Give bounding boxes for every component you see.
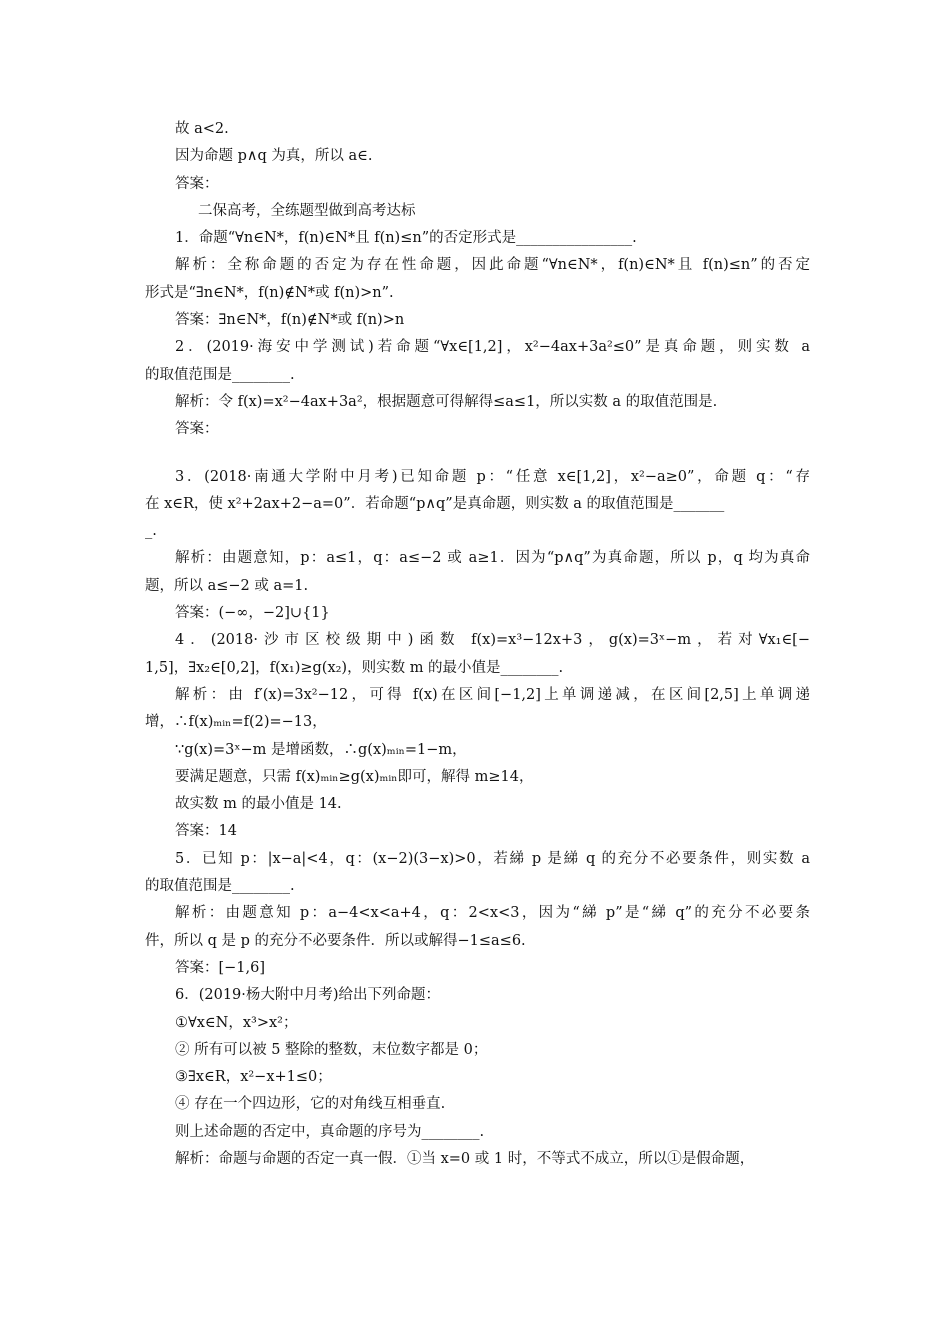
- question-1: 1．命题“∀n∈N*，f(n)∈N*且 f(n)≤n”的否定形式是________________.: [175, 230, 637, 247]
- question-4: 4．(2018·沙市区校级期中)函数 f(x)=x³−12x+3，g(x)=3ˣ−m，若对∀x₁∈[−: [175, 632, 810, 649]
- solution-text: 解析：由题意知 p：a−4<x<a+4，q：2<x<3，因为“綈 p”是“綈 q”的充分不必要条: [175, 905, 810, 922]
- proposition-1: ①∀x∈N，x³>x²；: [175, 1014, 298, 1031]
- solution-text: ∵g(x)=3ˣ−m 是增函数，∴g(x)ₘᵢₙ=1−m，: [175, 741, 467, 758]
- question-2-cont: 的取值范围是________.: [145, 366, 295, 383]
- question-3: 3．(2018·南通大学附中月考)已知命题 p：“任意 x∈[1,2]，x²−a≥0”，命题 q：“存: [175, 468, 810, 485]
- question-3-cont: _.: [145, 523, 157, 540]
- answer-text: 答案：[−1,6]: [175, 959, 266, 976]
- question-5-cont: 的取值范围是________.: [145, 878, 295, 895]
- section-heading: 二保高考，全练题型做到高考达标: [198, 202, 416, 219]
- solution-text: 故实数 m 的最小值是 14.: [175, 796, 342, 813]
- question-4-cont: 1,5]，∃x₂∈[0,2]，f(x₁)≥g(x₂)，则实数 m 的最小值是________.: [145, 659, 564, 676]
- solution-text: 形式是“∃n∈N*，f(n)∉N*或 f(n)>n”.: [145, 284, 394, 301]
- solution-text: 件，所以 q 是 p 的充分不必要条件．所以或解得−1≤a≤6.: [145, 932, 526, 949]
- question-2: 2．(2019·海安中学测试)若命题“∀x∈[1,2]，x²−4ax+3a²≤0”是真命题，则实数 a: [175, 339, 810, 356]
- question-3-cont: 在 x∈R，使 x²+2ax+2−a=0”．若命题“p∧q”是真命题，则实数 a 的取值范围是_______: [145, 495, 725, 512]
- solution-text: 题，所以 a≤−2 或 a=1.: [145, 577, 309, 594]
- proposition-3: ③∃x∈R，x²−x+1≤0；: [175, 1069, 332, 1086]
- answer-text: 答案：(−∞，−2]∪{1}: [175, 605, 330, 622]
- question-6: 6．(2019·杨大附中月考)给出下列命题：: [175, 987, 441, 1004]
- document-body: [145, 116, 810, 1173]
- answer-text: 答案：∃n∈N*，f(n)∉N*或 f(n)>n: [175, 312, 405, 329]
- solution-text: 解析：命题与命题的否定一真一假．①当 x=0 或 1 时，不等式不成立，所以①是假命题，: [175, 1150, 755, 1167]
- solution-text: 要满足题意，只需 f(x)ₘᵢₙ≥g(x)ₘᵢₙ即可，解得 m≥14，: [175, 768, 534, 785]
- question-5: 5．已知 p：|x−a|<4，q：(x−2)(3−x)>0，若綈 p 是綈 q 的充分不必要条件，则实数 a: [175, 850, 810, 867]
- question-6-prompt: 则上述命题的否定中，真命题的序号为________.: [175, 1123, 485, 1140]
- text-line: 因为命题 p∧q 为真，所以 a∈.: [175, 148, 373, 165]
- text-line: 故 a<2.: [175, 121, 229, 137]
- answer-label: 答案：: [175, 421, 219, 438]
- proposition-4: ④ 存在一个四边形，它的对角线互相垂直.: [175, 1096, 446, 1113]
- proposition-2: ② 所有可以被 5 整除的整数，末位数字都是 0；: [175, 1041, 488, 1058]
- answer-text: 答案：14: [175, 823, 237, 840]
- solution-text: 解析：由 f′(x)=3x²−12，可得 f(x)在区间[−1,2]上单调递减，在区间[2,5]上单调递: [175, 686, 810, 703]
- solution-text: 解析：令 f(x)=x²−4ax+3a²，根据题意可得解得≤a≤1，所以实数 a 的取值范围是.: [175, 393, 718, 410]
- solution-text: 解析：全称命题的否定为存在性命题，因此命题“∀n∈N*，f(n)∈N*且 f(n)≤n”的否定: [175, 257, 810, 274]
- solution-text: 增，∴f(x)ₘᵢₙ=f(2)=−13，: [145, 714, 327, 731]
- answer-label: 答案：: [175, 175, 219, 192]
- solution-text: 解析：由题意知，p：a≤1，q：a≤−2 或 a≥1．因为“p∧q”为真命题，所以 p，q 均为真命: [175, 550, 810, 567]
